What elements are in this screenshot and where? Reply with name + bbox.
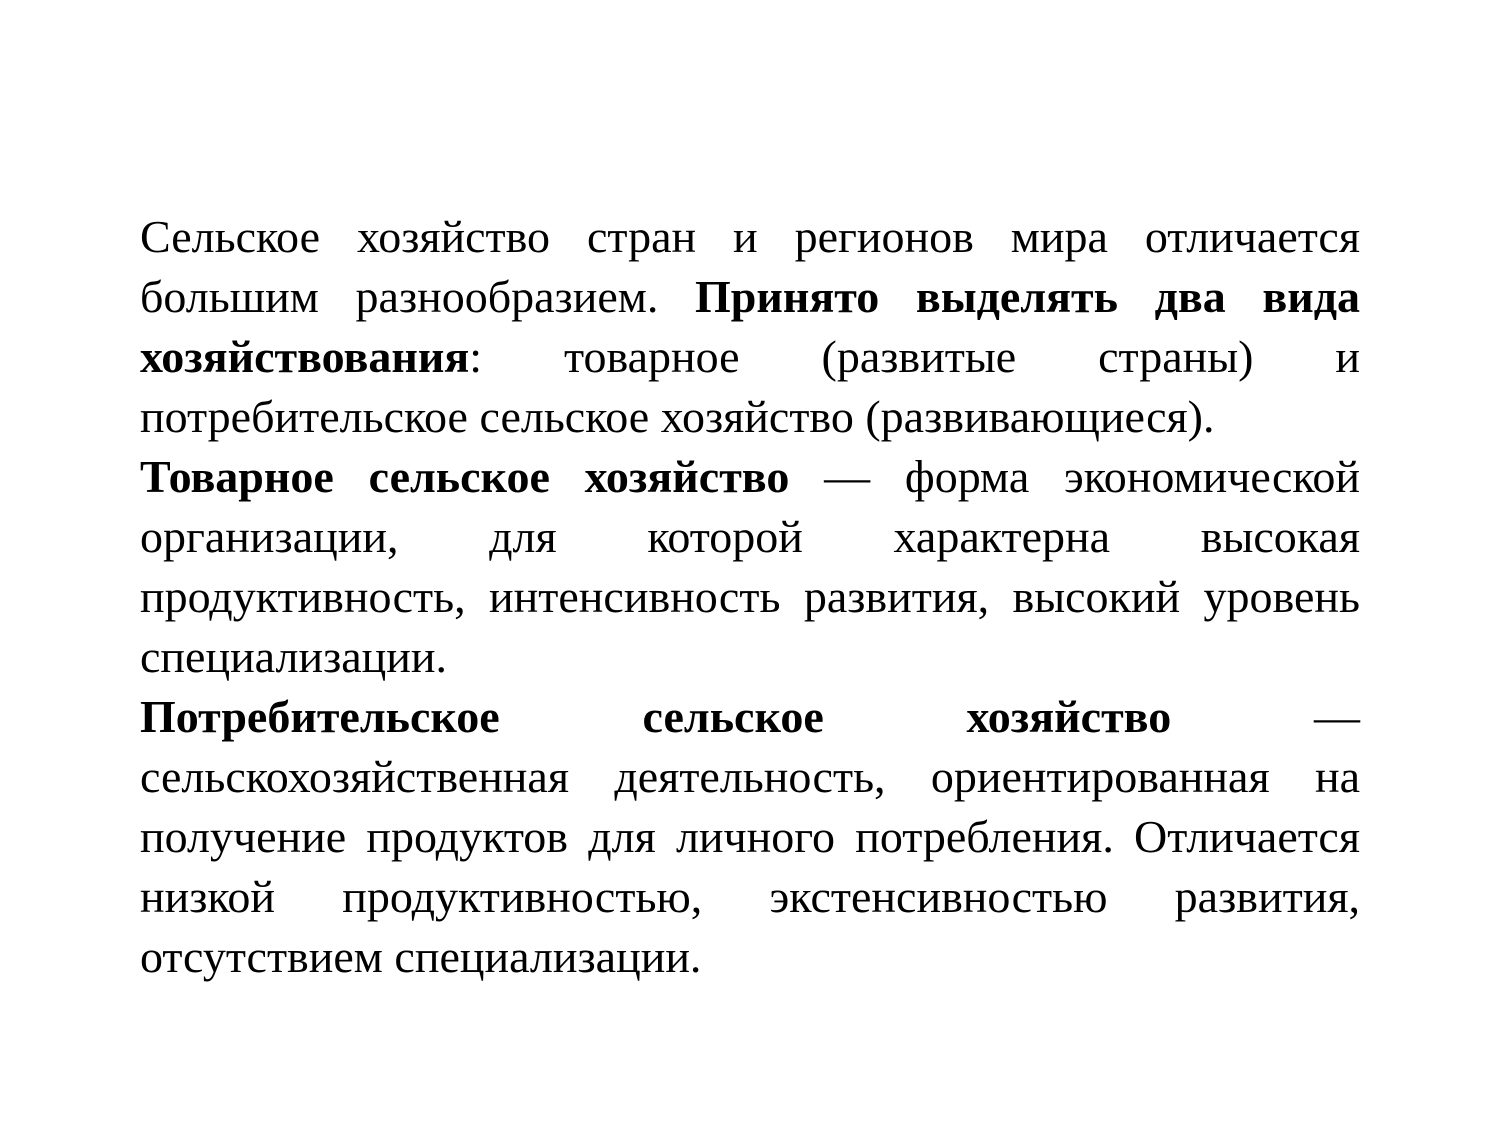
- paragraph-rest: : товарное (развитые страны) и потребительское сельское хозяйство (развивающиеся).: [140, 331, 1360, 442]
- paragraph-intro: Сельское хозяйство стран и регионов мира отличается большим разнообразием.: [140, 211, 1360, 322]
- definition-subsistence-farming: — сельскохозяйственная деятельность, ориентированная на получение продуктов для личного потребления. Отличается низкой продуктивностью, экстенсивностью развития, отсутствием специализации.: [140, 691, 1361, 982]
- term-subsistence-farming: Потребительское сельское хозяйство: [140, 691, 1172, 742]
- definition-commercial-farming: — форма экономической организации, для которой характерна высокая продуктивность, интенсивность развития, высокий уровень специализации.: [140, 451, 1360, 682]
- paragraph-commercial-farming: [140, 447, 1360, 687]
- slide-text: [140, 207, 1360, 987]
- paragraph-farming-types: [140, 207, 1360, 447]
- paragraph-subsistence-farming: [140, 687, 1360, 987]
- term-commercial-farming: Товарное сельское хозяйство: [140, 451, 790, 502]
- key-statement: Принято выделять два вида хозяйствования: [140, 271, 1360, 382]
